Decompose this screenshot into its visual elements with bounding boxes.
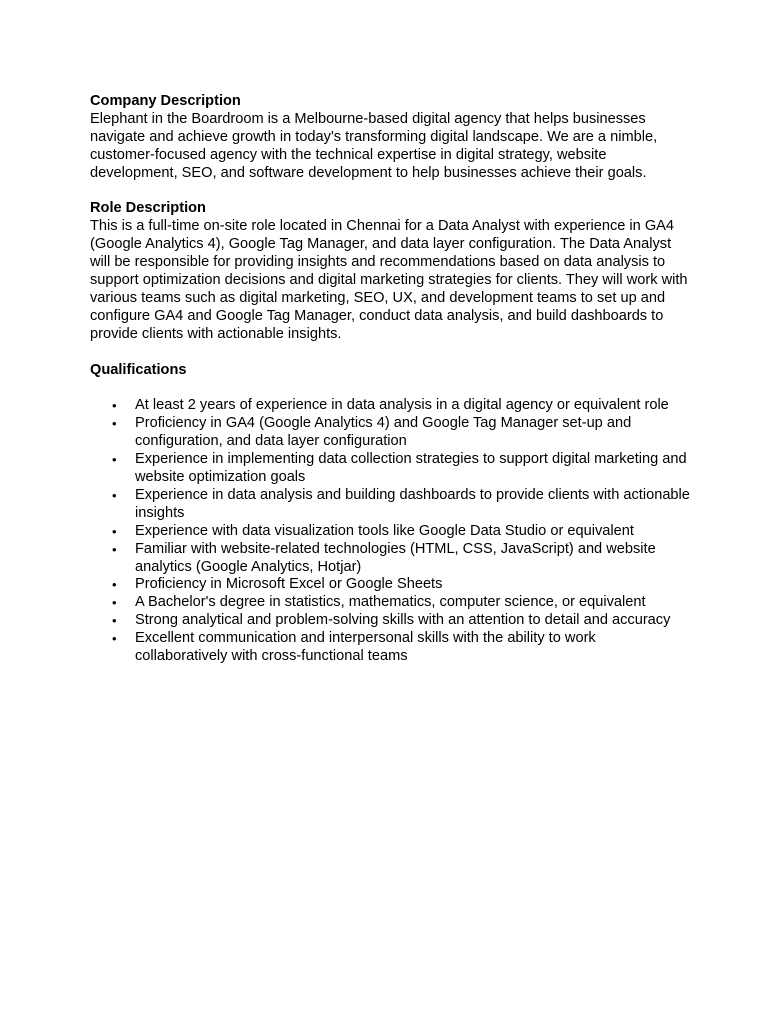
- list-item: [90, 612, 690, 630]
- bullet-icon: •: [112, 613, 117, 629]
- list-item-text: Proficiency in Microsoft Excel or Google Sheets: [135, 576, 443, 593]
- qualifications-section: [90, 362, 690, 666]
- list-item: [90, 487, 690, 523]
- list-item-text: Proficiency in GA4 (Google Analytics 4) and Google Tag Manager set-up and configuration, and data layer configuration: [135, 415, 632, 450]
- company-text: Elephant in the Boardroom is a Melbourne-based digital agency that helps businesses navigate and achieve growth in today's transforming digital landscape. We are a nimble, customer-focused agency with the technical expertise in digital strategy, website development, SEO, and software development to help businesses achieve their goals.: [90, 110, 658, 181]
- bullet-icon: •: [112, 416, 117, 432]
- role-section: [90, 200, 690, 343]
- qualifications-heading: Qualifications: [90, 361, 187, 378]
- list-item-text: At least 2 years of experience in data analysis in a digital agency or equivalent role: [135, 397, 669, 414]
- list-item-text: Strong analytical and problem-solving skills with an attention to detail and accuracy: [135, 612, 671, 629]
- list-item-text: Experience with data visualization tools like Google Data Studio or equivalent: [135, 522, 634, 539]
- bullet-icon: •: [112, 452, 117, 468]
- list-item: [90, 594, 690, 612]
- bullet-icon: •: [112, 398, 117, 414]
- list-item: [90, 576, 690, 594]
- list-item: [90, 451, 690, 487]
- list-item-text: Experience in implementing data collection strategies to support digital marketing and website optimization goals: [135, 451, 687, 485]
- list-item: [90, 415, 690, 451]
- role-text: This is a full-time on-site role located in Chennai for a Data Analyst with experience in GA4 (Google Analytics 4), Google Tag Manager, and data layer configuration. The Data Analyst will be responsible for providing insights and recommendations based on data analysis to support optimization decisions and digital marketing strategies for clients. They will work with various teams such as digital marketing, SEO, UX, and development teams to set up and configure GA4 and Google Tag Manager, conduct data analysis, and build dashboards to provide clients with actionable insights.: [90, 218, 688, 342]
- list-item: [90, 630, 690, 666]
- bullet-icon: •: [112, 487, 117, 503]
- bullet-icon: •: [112, 631, 117, 647]
- list-item: [90, 523, 690, 541]
- list-item-text: Excellent communication and interpersonal skills with the ability to work collaboratively with cross-functional teams: [135, 630, 596, 665]
- bullet-icon: •: [112, 541, 117, 557]
- list-item-text: Experience in data analysis and building dashboards to provide clients with actionable insights: [135, 486, 690, 521]
- role-heading: Role Description: [90, 200, 206, 217]
- list-item: [90, 397, 690, 415]
- list-item: [90, 541, 690, 577]
- bullet-icon: •: [112, 595, 117, 611]
- company-heading: Company Description: [90, 93, 241, 109]
- bullet-icon: •: [112, 523, 117, 539]
- list-item-text: A Bachelor's degree in statistics, mathematics, computer science, or equivalent: [135, 594, 646, 611]
- qualifications-list: [90, 397, 690, 666]
- bullet-icon: •: [112, 577, 117, 593]
- list-item-text: Familiar with website-related technologies (HTML, CSS, JavaScript) and website analytics (Google Analytics, Hotjar): [135, 540, 656, 575]
- company-section: [90, 93, 690, 183]
- document-page: [90, 93, 690, 666]
